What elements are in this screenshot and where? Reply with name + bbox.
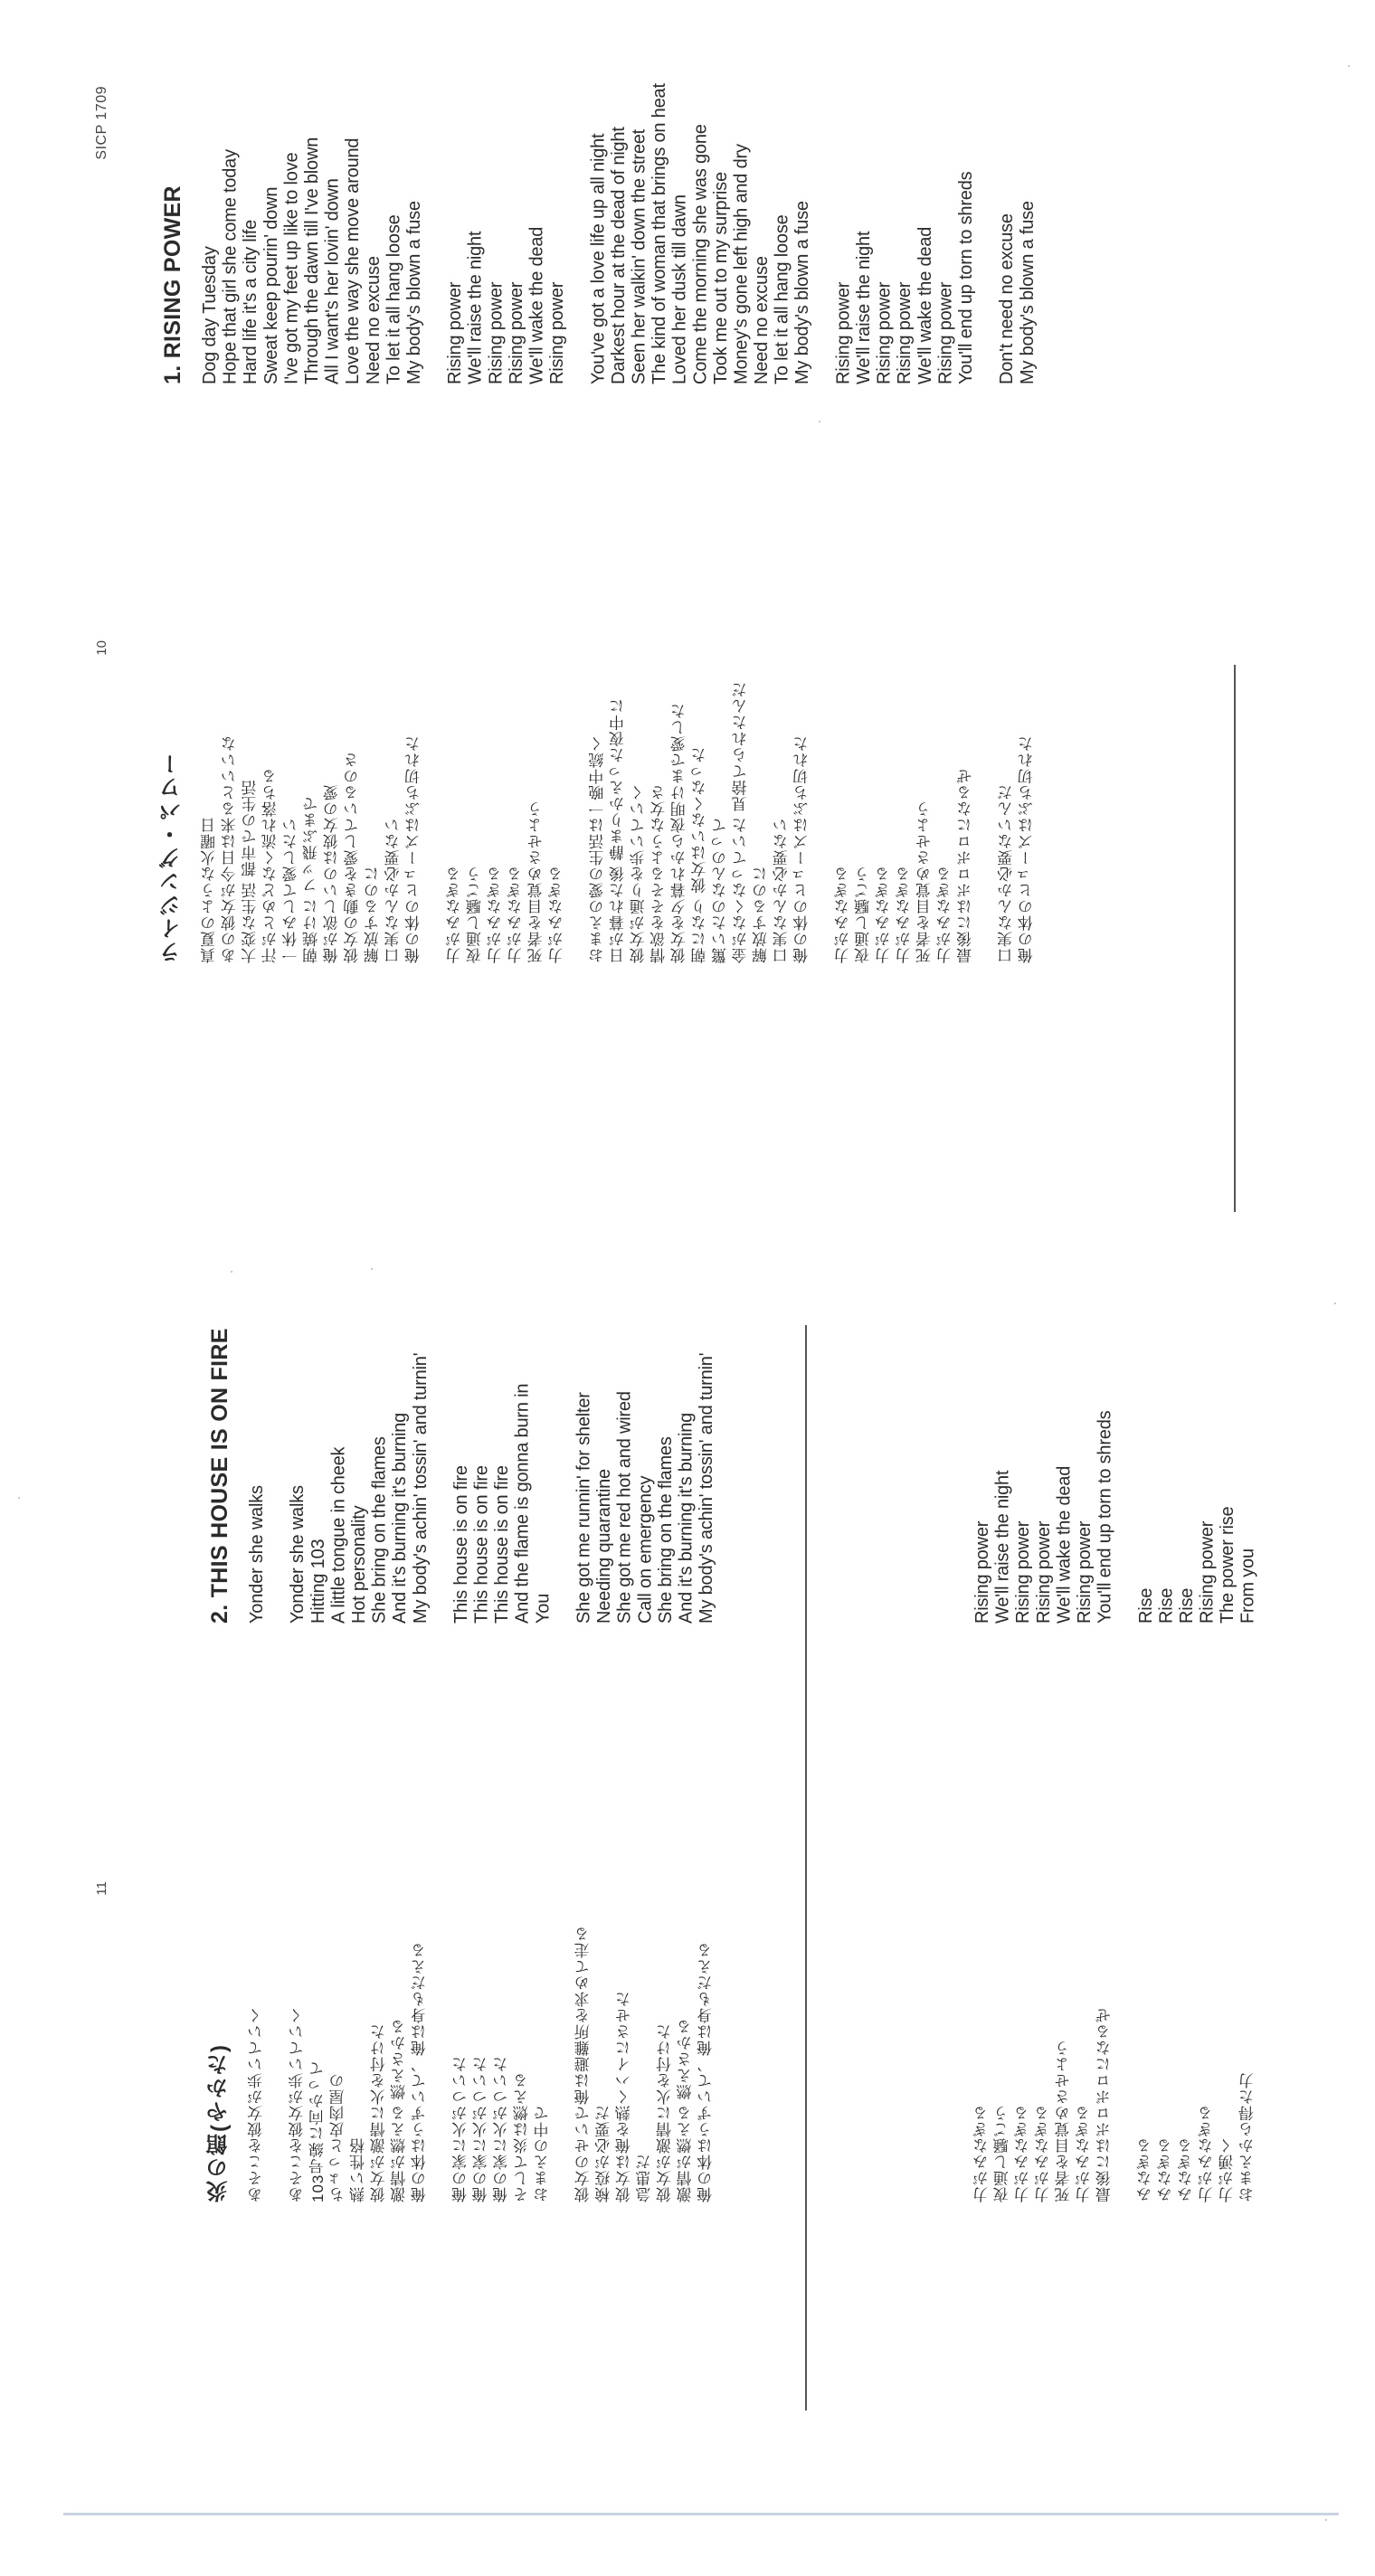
stanza-gap <box>1115 1603 1136 1624</box>
lyric-line: みなぎる <box>1177 2137 1195 2202</box>
lyric-line: Hope that girl she come today <box>220 149 241 384</box>
stanza-gap <box>431 2182 451 2202</box>
song1-continued-english-block <box>972 1325 1258 1624</box>
lyric-line: 口実なんか必要ない <box>384 817 403 963</box>
lyric-line: Dog day Tuesday <box>200 246 220 384</box>
lyric-line: 日が暮れた後 静まりかえった夜中に <box>609 697 627 963</box>
lyric-line: She bring on the flames <box>369 1436 390 1624</box>
stanza-gap <box>554 2182 574 2202</box>
lyric-line: 彼女は俺を熱くハイにさせた <box>615 1991 633 2202</box>
lyric-line: We'll wake the dead <box>915 226 935 384</box>
lyric-line: 驚いたのなんのって <box>711 817 729 963</box>
lyric-line: Rising power <box>445 281 466 384</box>
lyric-line: 一休みして愛したい <box>282 817 300 963</box>
lyric-line: 夜通し騒ごう <box>855 866 872 963</box>
song1-continued-japanese-block <box>972 1904 1258 2202</box>
song2-english-block <box>205 1325 717 1624</box>
song1-continued-english-lines <box>972 1325 1258 1624</box>
lyric-line: 口実なんか必要ない <box>773 817 791 963</box>
page-bottom-edge <box>63 2513 1339 2515</box>
lyric-line: おまえから得た力 <box>1238 2072 1256 2202</box>
lyric-line: Rising power <box>1074 1520 1095 1624</box>
lyric-line: みなぎる <box>1157 2137 1175 2202</box>
lyric-line: Darkest hour at the dead of night <box>608 127 629 384</box>
lyric-line: あそこを彼女が歩いていく <box>248 2007 265 2202</box>
lyric-line: A little tongue in cheek <box>328 1446 349 1624</box>
lyric-line: 激情が燃える 燃えさかる <box>391 2018 409 2202</box>
stanza-gap <box>425 942 446 963</box>
lyric-line: 俺の家に火がついた <box>493 2056 511 2202</box>
lyric-line: Rising power <box>874 281 895 384</box>
lyric-line: あの彼女が今日は来るといいな <box>221 735 239 963</box>
song1-continued-japanese-lines <box>972 1904 1258 2202</box>
lyric-line: You've got a love life up all night <box>588 133 609 384</box>
lyric-line: そして炎は燃える <box>513 2072 531 2202</box>
lyric-line: 彼女が激情に火を付けた <box>370 2023 388 2202</box>
lyric-line: 力が湧く <box>1219 2137 1237 2202</box>
stanza-gap <box>554 1603 574 1624</box>
song1-english-lines <box>200 83 1038 384</box>
scan-speck <box>18 1497 20 1499</box>
lyric-line: 力がみなぎる <box>973 2105 991 2202</box>
catalog-number: SICP 1709 <box>94 86 109 160</box>
lyric-line: And it's burning it's burning <box>390 1412 411 1624</box>
song2-japanese-lines <box>247 1904 717 2202</box>
lyric-line: Money's gone left high and dry <box>731 144 752 384</box>
lyric-line: 俺の体はうずいて、俺は身もだえる <box>697 1942 716 2202</box>
lyric-line: Come the morning she was gone <box>690 124 711 384</box>
lyric-line: Sweat keep pourin' down <box>261 186 281 384</box>
lyric-line: 朝になり 彼女はいなくなった <box>691 746 709 963</box>
lyric-line: Love the way she move around <box>343 137 364 384</box>
lyric-line: 彼女の動きを愛しているのさ <box>344 752 362 963</box>
lyric-line: My body's blown a fuse <box>403 201 424 384</box>
lyric-line: Rising power <box>972 1520 992 1624</box>
lyric-line: 力がみなぎる <box>446 866 464 963</box>
lyric-line: 力がみなぎる <box>1075 2105 1093 2202</box>
lyric-line: The power rise <box>1218 1506 1238 1624</box>
lyric-line: 彼女が激情に火を付けた <box>656 2023 674 2202</box>
lyric-line: 力がみなぎる <box>507 866 525 963</box>
stanza-gap <box>268 1603 289 1624</box>
page-number-right: 11 <box>94 1881 109 1896</box>
lyric-line: This house is on fire <box>471 1465 492 1624</box>
stanza-gap <box>813 364 834 384</box>
song1-title-jp: ライジング・パワー <box>160 752 185 963</box>
lyric-line: 力がみなぎる <box>875 866 893 963</box>
lyric-line: 俺の体のヒューズはぶち切れた <box>793 735 811 963</box>
lyric-line: 力がみなぎる <box>1014 2105 1032 2202</box>
lyric-line: 俺の体はうずいて、俺は身もだえる <box>411 1942 429 2202</box>
lyric-line: 力がみなぎる <box>936 866 954 963</box>
song1-japanese-lines <box>200 665 1038 963</box>
scan-speck <box>1348 65 1350 67</box>
lyric-line: 俺が欲しいのは彼女の愛 <box>323 784 341 963</box>
lyric-line: You <box>533 1593 554 1624</box>
lyric-line: And it's burning it's burning <box>676 1412 697 1624</box>
lyric-line: 俺の家に火がついた <box>451 2056 469 2202</box>
lyric-line: 死者を目覚めさせよう <box>1055 2040 1073 2202</box>
lyric-line: Rising power <box>1013 1520 1034 1624</box>
song2-japanese-block <box>205 1904 717 2202</box>
lyric-line: Hot personality <box>348 1505 369 1624</box>
lyric-line: あそこを彼女が歩いていく <box>289 2007 307 2202</box>
lyric-line: ちょっと皮肉屋の <box>329 2072 347 2202</box>
song2-title-rule <box>805 1325 807 2410</box>
lyric-line: 彼女を夕暮れから夜明けまで愛した <box>670 703 688 963</box>
lyric-line: Rise <box>1156 1587 1177 1624</box>
lyric-line: 真夏のような火曜日 <box>201 817 218 963</box>
lyric-line: I've got my feet up like to love <box>281 152 302 384</box>
lyric-line: She bring on the flames <box>655 1436 676 1624</box>
lyric-line: Hard life it's a city life <box>241 219 261 384</box>
lyric-line: We'll raise the night <box>854 231 874 384</box>
lyric-line: 検疫が必要だ <box>595 2105 613 2202</box>
lyric-line: Rising power <box>1197 1520 1218 1624</box>
lyric-line: To let it all hang loose <box>384 214 404 384</box>
lyric-line: We'll raise the night <box>465 231 486 384</box>
lyric-line: Rising power <box>506 281 526 384</box>
lyric-line: 力がみなぎる <box>834 866 852 963</box>
lyric-line: Rise <box>1176 1587 1197 1624</box>
stanza-gap <box>977 942 998 963</box>
lyric-line: My body's achin' tossin' and turnin' <box>410 1352 431 1624</box>
lyric-line: My body's blown a fuse <box>792 201 813 384</box>
scan-speck <box>1334 1302 1336 1304</box>
lyric-line: Don't need no excuse <box>997 213 1018 384</box>
lyric-line: 汗がとめどなく流れ落ちる <box>261 768 280 963</box>
lyric-line: 口実なんか必要ないんだ <box>998 784 1016 963</box>
lyric-line: 解放するのに <box>753 866 771 963</box>
lyric-line: Hitting 103 <box>308 1539 328 1624</box>
lyric-line: 最後にはボロボロになるぜ <box>956 768 974 963</box>
lyric-line: She got me red hot and wired <box>614 1391 635 1624</box>
lyric-line: 俺の家に火がついた <box>472 2056 490 2202</box>
lyric-line: 金がなくなっていた 見捨てられたんだ <box>732 681 750 963</box>
lyric-line: Loved her dusk till dawn <box>669 194 690 384</box>
lyric-line: Rise <box>1135 1587 1156 1624</box>
lyric-line: 解放するのに <box>364 866 382 963</box>
lyric-line: 力がみなぎる <box>548 866 566 963</box>
lyric-line: My body's achin' tossin' and turnin' <box>697 1352 717 1624</box>
scan-speck <box>371 1268 373 1270</box>
lyric-line: 大変な生活 都市での生活 <box>242 779 260 963</box>
lyric-line: Need no excuse <box>363 256 384 384</box>
lyric-line: She got me runnin' for shelter <box>574 1392 594 1624</box>
lyric-line: And the flame is gonna burn in <box>512 1383 533 1624</box>
lyric-line: 夜通し騒ごう <box>466 866 484 963</box>
lyric-line: みなぎる <box>1136 2137 1154 2202</box>
song1-title-rule <box>1234 665 1236 1212</box>
lyric-line: 俺の体のヒューズはぶち切れた <box>1018 735 1036 963</box>
song1-english-block <box>158 83 1038 384</box>
lyric-line: 彼女のせいで俺は避難所を求めて走る <box>574 1926 593 2202</box>
lyric-line: You'll end up torn to shreds <box>1095 1410 1115 1624</box>
lyric-line: 急患だ <box>636 2154 654 2202</box>
lyric-line: 俺の体のヒューズはぶち切れた <box>404 735 422 963</box>
song2-english-lines <box>247 1325 717 1624</box>
lyric-line: おまえの愛の生活は一晩中続く <box>589 735 607 963</box>
lyric-line: 朝焼けに フッ飛ぶまで <box>302 795 320 963</box>
lyric-line: The kind of woman that brings on heat <box>650 83 670 384</box>
lyric-line: 夜通し騒ごう <box>993 2105 1011 2202</box>
lyric-line: 彼女が通りを歩いていく <box>630 784 648 963</box>
song2-title-jp: 炎の館(やかた) <box>207 2043 232 2202</box>
lyric-line: My body's blown a fuse <box>1017 201 1038 384</box>
lyric-line: Through the dawn till I've blown <box>301 137 322 384</box>
lyric-line: We'll raise the night <box>992 1470 1013 1624</box>
song2-title-en: 2. THIS HOUSE IS ON FIRE <box>207 1328 232 1624</box>
song1-japanese-block <box>158 665 1038 963</box>
lyric-line: 死者を目覚めさせよう <box>527 800 545 963</box>
lyric-line: Yonder she walks <box>247 1485 267 1624</box>
stanza-gap <box>431 1603 451 1624</box>
lyric-line: おまえの中で <box>534 2105 552 2202</box>
lyric-line: Rising power <box>1033 1520 1054 1624</box>
stanza-gap <box>813 942 834 963</box>
stanza-gap <box>568 364 589 384</box>
lyric-line: We'll wake the dead <box>526 226 547 384</box>
lyric-line: Rising power <box>486 281 507 384</box>
lyric-line: Rising power <box>935 281 956 384</box>
lyric-line: 激情が燃える 燃えさかる <box>677 2018 695 2202</box>
lyric-line: Yonder she walks <box>288 1485 308 1624</box>
lyric-line: You'll end up torn to shreds <box>955 171 976 384</box>
lyric-line: 力がみなぎる <box>1198 2105 1216 2202</box>
lyric-line: Call on emergency <box>635 1475 656 1624</box>
lyric-line: From you <box>1238 1548 1258 1624</box>
scan-speck <box>819 421 820 422</box>
lyric-line: Took me out to my surprise <box>710 172 731 384</box>
stanza-gap <box>268 2182 289 2202</box>
scan-speck <box>231 1271 232 1273</box>
lyric-line: We'll wake the dead <box>1054 1465 1075 1624</box>
lyric-line: 情欲をそそるような女さ <box>650 784 669 963</box>
lyric-line: All I want's her lovin' down <box>322 178 343 384</box>
lyric-line: To let it all hang loose <box>772 214 792 384</box>
lyric-line: Rising power <box>895 281 915 384</box>
page-number-left: 10 <box>94 640 109 656</box>
scan-speck <box>1325 2519 1327 2521</box>
stanza-gap <box>977 364 998 384</box>
lyric-line: 最後にはボロボロになるぜ <box>1095 2007 1114 2202</box>
stanza-gap <box>425 364 446 384</box>
lyric-line: 力がみなぎる <box>1034 2105 1052 2202</box>
lyric-line: Seen her walkin' down the street <box>629 128 650 384</box>
lyric-line: 熱い性格 <box>349 2137 367 2202</box>
lyric-line: 力がみなぎる <box>487 866 505 963</box>
lyric-line: This house is on fire <box>450 1465 471 1624</box>
lyric-line: Rising power <box>547 281 568 384</box>
lyric-line: 死者を目覚めさせよう <box>915 800 934 963</box>
lyric-line: Needing quarantine <box>594 1469 615 1624</box>
lyric-line: Need no excuse <box>752 256 773 384</box>
lyric-line: 力がみなぎる <box>896 866 914 963</box>
lyric-line: 103号線に向かって <box>308 2060 327 2202</box>
stanza-gap <box>1115 2182 1136 2202</box>
stanza-gap <box>568 942 589 963</box>
lyric-line: Rising power <box>833 281 854 384</box>
lyric-line: This house is on fire <box>492 1465 513 1624</box>
song1-title-en: 1. RISING POWER <box>160 185 185 384</box>
